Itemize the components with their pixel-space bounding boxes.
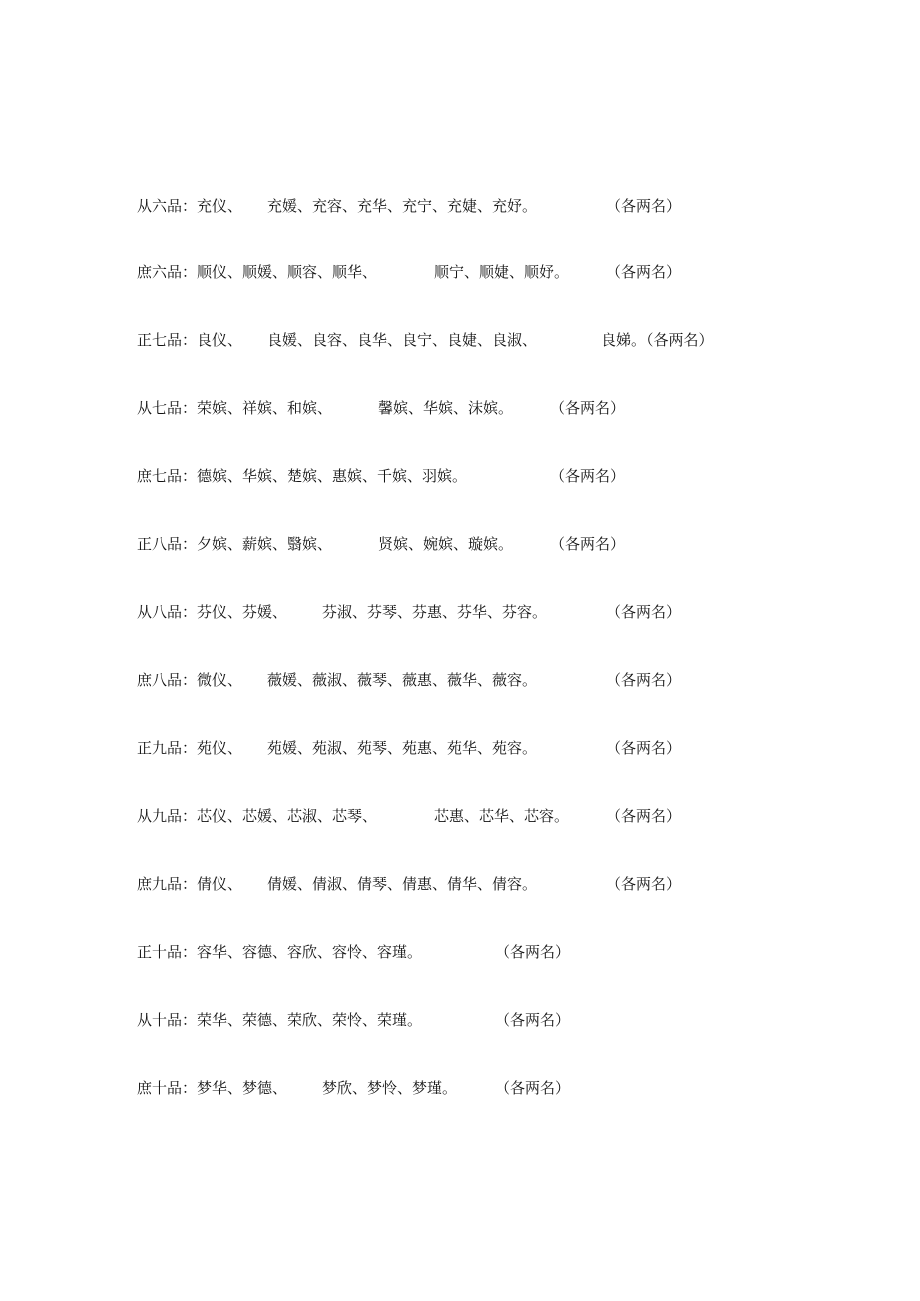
quota-note: （各两名）: [606, 875, 682, 893]
line-segment: 馨嫔、华嫔、沫嫔。: [378, 399, 514, 417]
quota-note: （各两名）: [606, 263, 682, 281]
quota-note: （各两名）: [495, 1079, 571, 1097]
rank-line-zheng-10: [0, 940, 920, 964]
line-segment: 庶九品：倩仪、: [137, 875, 243, 893]
rank-line-shu-6: [0, 260, 920, 284]
rank-line-cong-9: [0, 804, 920, 828]
quota-note: （各两名）: [606, 603, 682, 621]
line-segment: 充媛、充容、充华、充宁、充婕、充妤。: [267, 197, 538, 215]
quota-note: （各两名）: [550, 467, 626, 485]
rank-line-cong-6: [0, 194, 920, 218]
rank-line-shu-8: [0, 668, 920, 692]
line-segment: 梦欣、梦怜、梦瑾。: [322, 1079, 458, 1097]
line-segment: 从九品：芯仪、芯媛、芯淑、芯琴、: [137, 807, 378, 825]
quota-note: （各两名）: [606, 807, 682, 825]
line-segment: 从六品：充仪、: [137, 197, 243, 215]
line-segment: 从十品：荣华、荣德、荣欣、荣怜、荣瑾。: [137, 1011, 423, 1029]
line-segment: 从八品：芬仪、芬媛、: [137, 603, 288, 621]
line-segment: 庶七品：德嫔、华嫔、楚嫔、惠嫔、千嫔、羽嫔。: [137, 467, 468, 485]
line-segment: 贤嫔、婉嫔、璇嫔。: [378, 535, 514, 553]
rank-line-shu-7: [0, 464, 920, 488]
line-segment: 倩媛、倩淑、倩琴、倩惠、倩华、倩容。: [267, 875, 538, 893]
line-segment: 苑媛、苑淑、苑琴、苑惠、苑华、苑容。: [267, 739, 538, 757]
quota-note: （各两名）: [495, 943, 571, 961]
line-segment: 良媛、良容、良华、良宁、良婕、良淑、: [267, 331, 538, 349]
rank-line-cong-10: [0, 1008, 920, 1032]
line-segment: 庶六品：顺仪、顺媛、顺容、顺华、: [137, 263, 378, 281]
line-segment: 庶八品：微仪、: [137, 671, 243, 689]
quota-note: （各两名）: [550, 535, 626, 553]
line-segment: 正十品：容华、容德、容欣、容怜、容瑾。: [137, 943, 423, 961]
rank-line-shu-10: [0, 1076, 920, 1100]
line-segment: 芬淑、芬琴、芬惠、芬华、芬容。: [322, 603, 548, 621]
line-segment: 庶十品：梦华、梦德、: [137, 1079, 288, 1097]
line-segment: 正七品：良仪、: [137, 331, 243, 349]
rank-line-zheng-8: [0, 532, 920, 556]
quota-note: （各两名）: [606, 739, 682, 757]
quota-note: （各两名）: [550, 399, 626, 417]
line-segment: 芯惠、芯华、芯容。: [434, 807, 570, 825]
rank-line-cong-8: [0, 600, 920, 624]
line-segment: 正八品：夕嫔、薪嫔、翳嫔、: [137, 535, 333, 553]
quota-note: （各两名）: [606, 197, 682, 215]
rank-line-shu-9: [0, 872, 920, 896]
rank-line-cong-7: [0, 396, 920, 420]
line-segment: 从七品：荣嫔、祥嫔、和嫔、: [137, 399, 333, 417]
rank-line-zheng-9: [0, 736, 920, 760]
line-segment: 薇媛、薇淑、薇琴、薇惠、薇华、薇容。: [267, 671, 538, 689]
line-segment: 顺宁、顺婕、顺妤。: [434, 263, 570, 281]
rank-line-zheng-7: [0, 328, 920, 352]
line-segment: 正九品：苑仪、: [137, 739, 243, 757]
quota-note: 良娣。（各两名）: [601, 331, 714, 349]
quota-note: （各两名）: [606, 671, 682, 689]
quota-note: （各两名）: [495, 1011, 571, 1029]
